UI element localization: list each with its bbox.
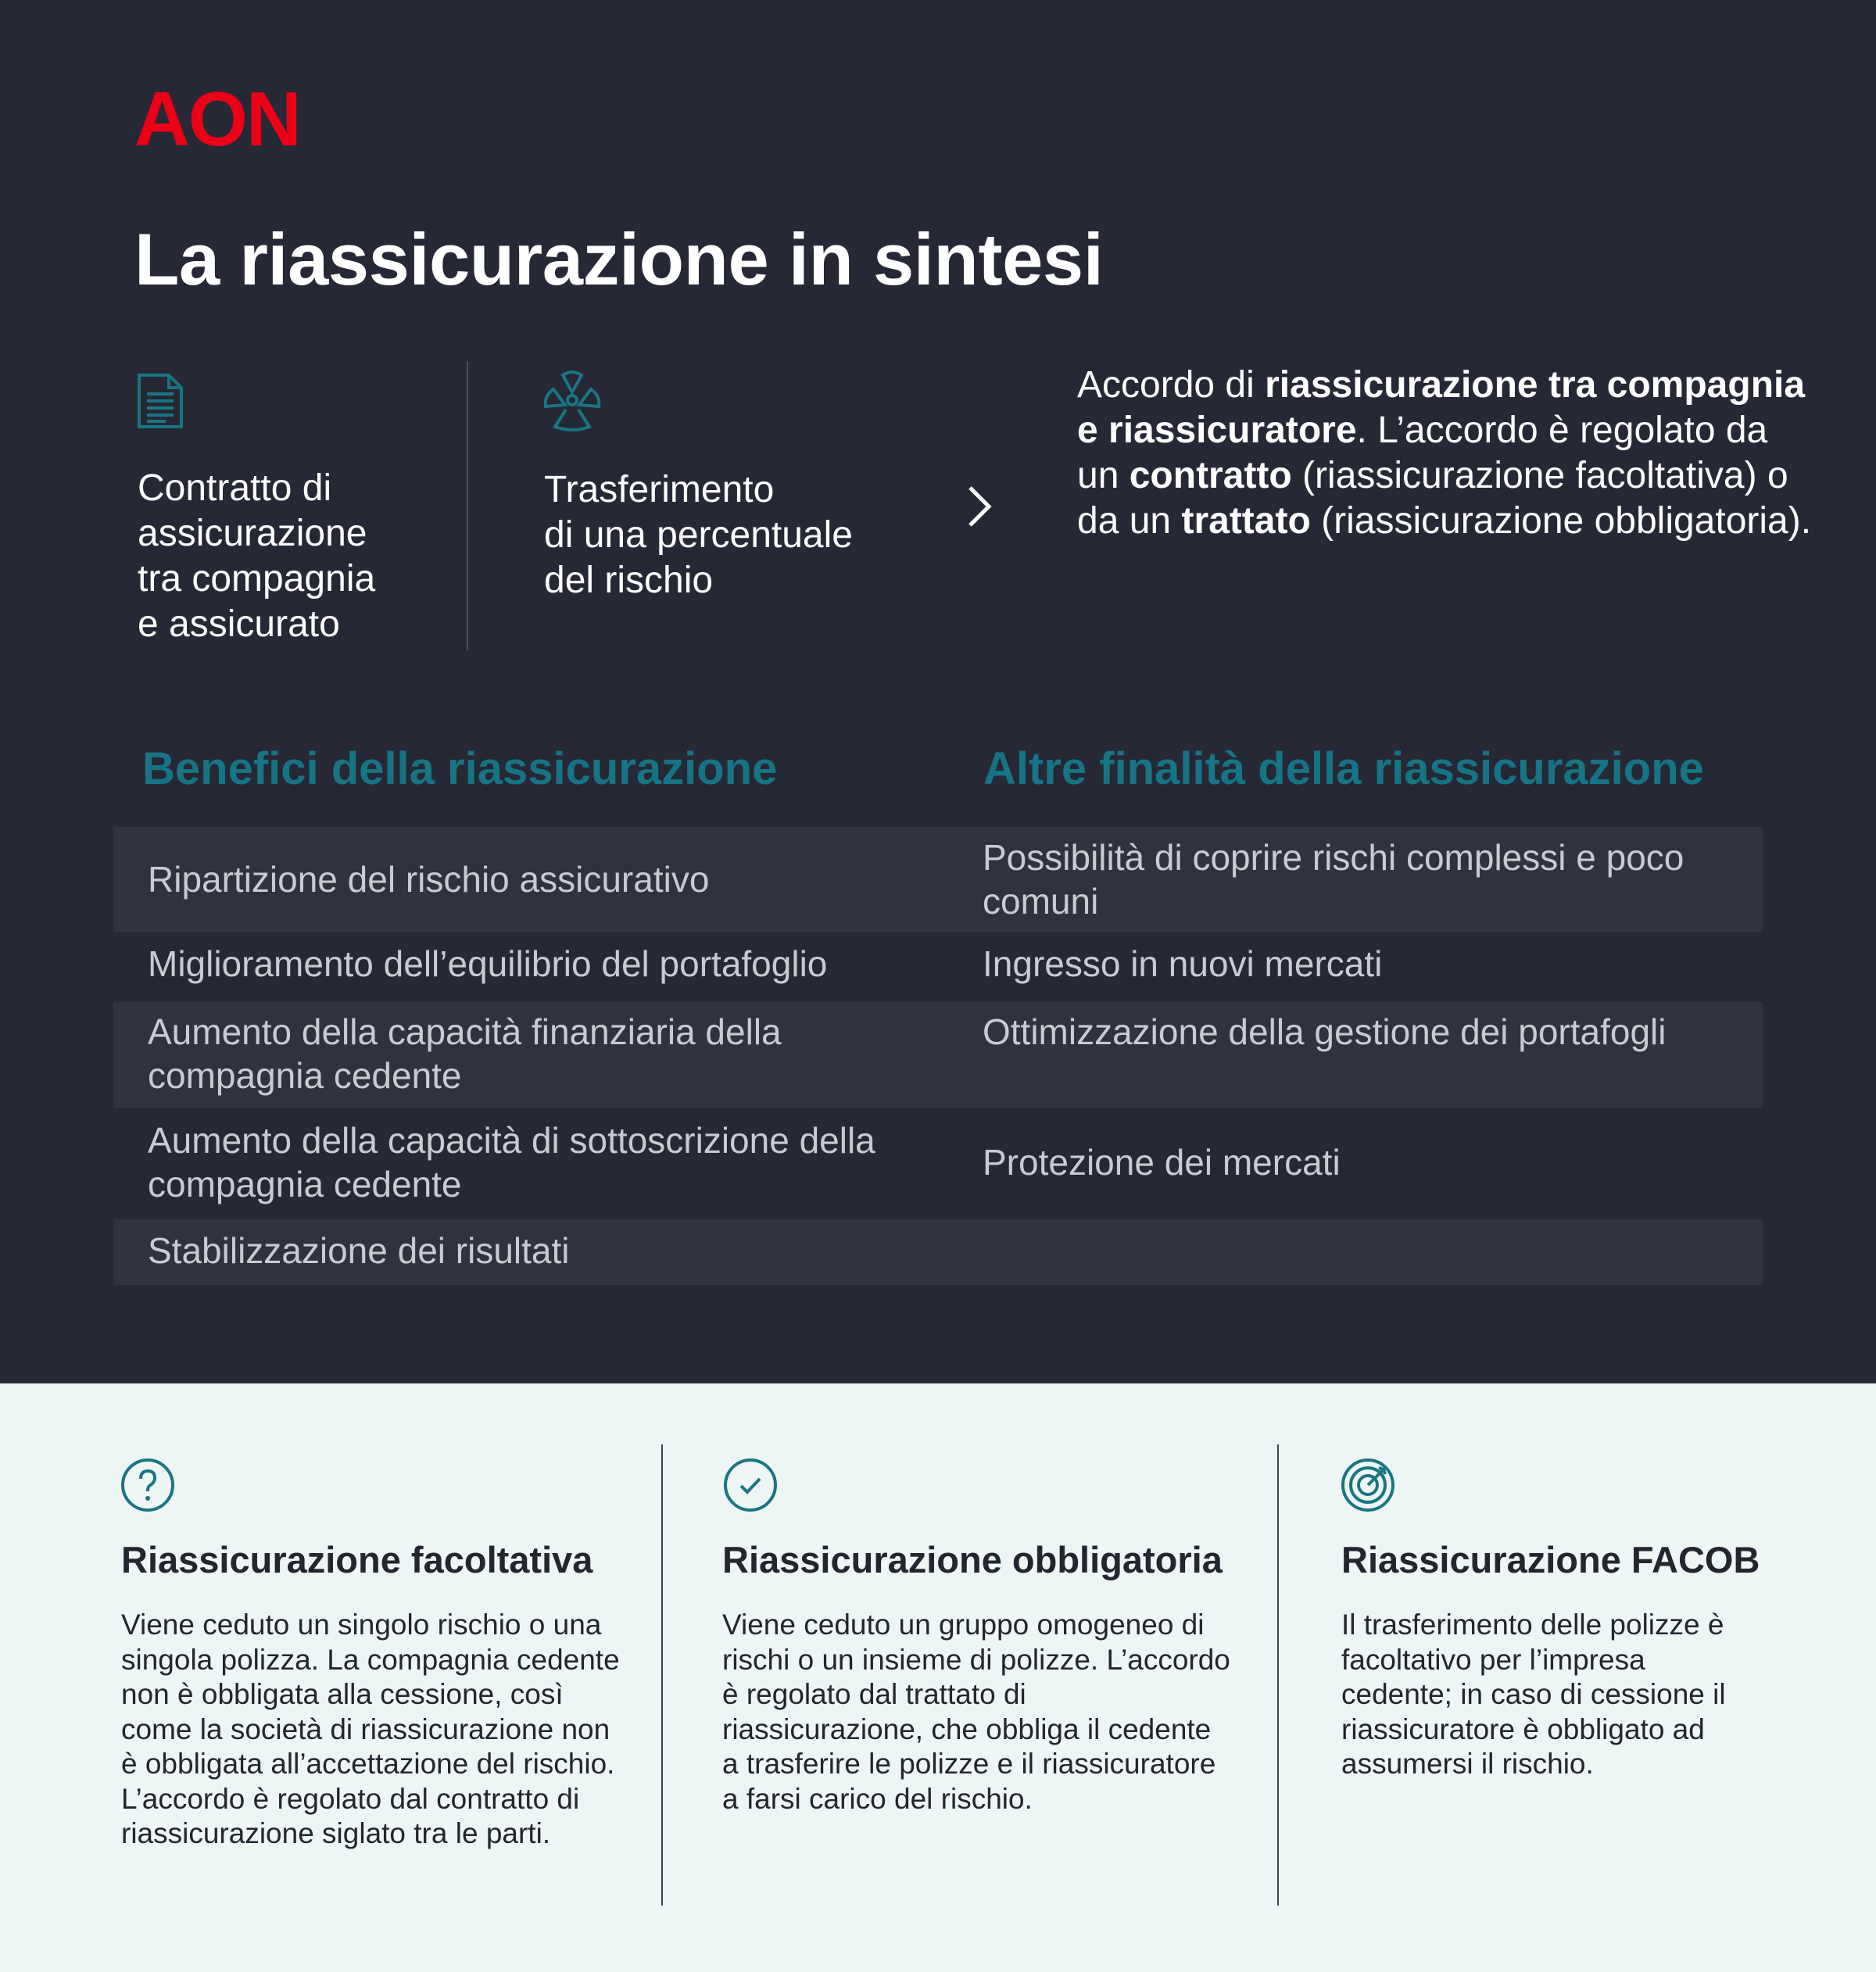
- accordo-text: . L’accordo è regolato da un: [1077, 410, 1768, 496]
- table-row: [113, 1002, 1763, 1108]
- benefit-item: Aumento della capacità finanziaria della compagnia cedente: [148, 1011, 782, 1096]
- step-line: di una percentuale: [544, 514, 853, 556]
- step-line: tra compagnia: [138, 558, 376, 599]
- accordo-bold-text: contratto: [1129, 455, 1292, 496]
- type-title: Riassicurazione FACOB: [1341, 1539, 1760, 1580]
- accordo-text: (riassicurazione obbligatoria).: [1310, 500, 1812, 542]
- benefits-table: [113, 827, 1763, 1285]
- benefit-item: Miglioramento dell’equilibrio del portafoglio: [148, 943, 828, 984]
- step-trasferimento: [544, 467, 919, 603]
- finalita-item: Possibilità di coprire rischi complessi e poco comuni: [983, 837, 1684, 922]
- finalita-item: Ottimizzazione della gestione dei portafogli: [983, 1011, 1667, 1052]
- benefit-item: Ripartizione del rischio assicurativo: [148, 859, 710, 900]
- finalita-item: Protezione dei mercati: [983, 1142, 1341, 1183]
- question-circle-icon: [120, 1457, 176, 1513]
- accordo-bold-text: riassicurazione tra compagnia e riassicuratore: [1077, 364, 1806, 451]
- type-description: Viene ceduto un singolo rischio o una singola polizza. La compagnia cedente non è obbligata alla cessione, così come la società di riassicurazione non è obbligata all’accettazione del rischio. L’accordo è regolato dal contratto di riassicurazione siglato tra le parti.: [121, 1609, 620, 1849]
- step-accordo: [1077, 363, 1812, 544]
- radiation-icon: [538, 367, 607, 433]
- finalita-item: Ingresso in nuovi mercati: [983, 943, 1383, 984]
- accordo-text: (riassicurazione facoltativa) o da un: [1077, 455, 1788, 542]
- vertical-divider: [1277, 1444, 1279, 1906]
- table-row: [113, 827, 1763, 932]
- altre-finalita-heading: Altre finalità della riassicurazione: [983, 743, 1704, 794]
- step-line: del rischio: [544, 560, 714, 601]
- chevron-right-icon: [964, 485, 995, 528]
- benefit-item: Stabilizzazione dei risultati: [148, 1230, 570, 1271]
- benefici-heading: Benefici della riassicurazione: [142, 743, 778, 794]
- document-icon: [136, 372, 184, 430]
- accordo-text: Accordo di: [1077, 364, 1266, 406]
- step-line: Contratto di: [138, 467, 332, 509]
- table-row: [113, 932, 1763, 1002]
- type-description: Viene ceduto un gruppo omogeneo di rischi o un insieme di polizze. L’accordo è regolato dal trattato di riassicurazione, che obbliga il cedente a trasferire le polizze e il riassicuratore a farsi carico del rischio.: [722, 1609, 1230, 1815]
- step-line: assicurazione: [138, 513, 367, 554]
- accordo-bold-text: trattato: [1181, 500, 1311, 542]
- step-line: Trasferimento: [544, 469, 775, 510]
- table-row: [113, 1219, 1763, 1285]
- step-contratto: [138, 466, 466, 647]
- step-line: e assicurato: [138, 603, 340, 645]
- type-title: Riassicurazione facoltativa: [121, 1539, 593, 1580]
- type-description: Il trasferimento delle polizze è facoltativo per l’impresa cedente; in caso di cessione il riassicuratore è obbligato ad assumersi il rischio.: [1341, 1609, 1726, 1780]
- table-row: [113, 1108, 1763, 1219]
- target-icon: [1340, 1457, 1396, 1513]
- vertical-divider: [467, 361, 468, 650]
- type-title: Riassicurazione obbligatoria: [722, 1539, 1223, 1580]
- logo-text: AON: [134, 81, 300, 149]
- check-circle-icon: [722, 1457, 779, 1513]
- aon-logo: [134, 81, 311, 149]
- benefit-item: Aumento della capacità di sottoscrizione della compagnia cedente: [148, 1120, 875, 1204]
- vertical-divider: [661, 1444, 663, 1906]
- page-title: La riassicurazione in sintesi: [134, 218, 1104, 300]
